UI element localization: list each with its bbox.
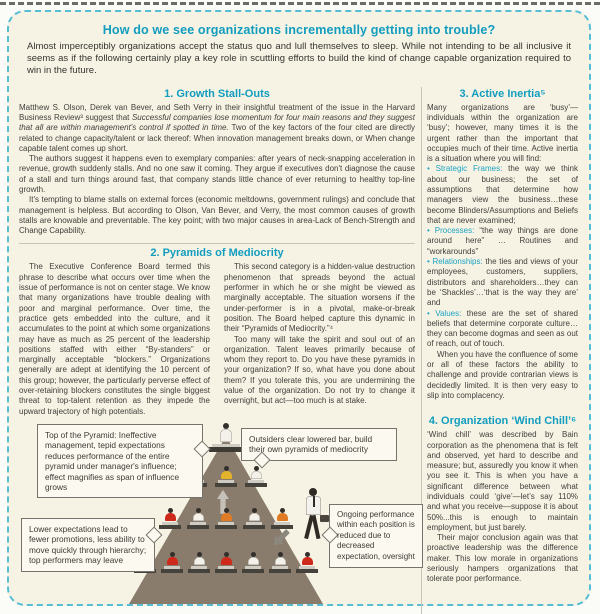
pyramid-figure <box>245 466 267 487</box>
wind-chill-paragraph-2: Their major conclusion again was that proactive leadership was the difference maker. This low morale in organizations seriously hampers organizations that tolerate poor performance. <box>427 533 578 584</box>
growth-paragraph-1 <box>19 103 415 154</box>
bullet-strategic-frames: • Strategic Frames: the way we think about our business; the set of assumptions that determine how managers view the business…these become Blinders/Assumptions and Beliefs that are never examined; <box>427 164 578 225</box>
active-inertia-heading: 3. Active Inertia⁵ <box>459 87 546 100</box>
callout-outsiders <box>241 428 397 461</box>
document-card <box>7 10 591 606</box>
page-subtitle: Almost imperceptibly organizations accept the status quo and lull themselves to sleep. While not intending to be all inclusive it seems as if the following certainly play a key role in scuttling efforts to build the kind of change capable organization required to win in the future. <box>27 41 571 77</box>
bullet-values: • Values: these are the set of shared beliefs that determine corporate culture…they can become dogmas and seen as out of reach, out of touch. <box>427 308 578 349</box>
growth-heading: 1. Growth Stall-Outs <box>164 87 270 100</box>
growth-p1-quote: Successful companies lose momentum for four main reasons and they suggest that all are within management's control if spotted in time. <box>19 112 415 133</box>
bullet-relationships: • Relationships: the ties and views of your employees, customers, suppliers, distributors and shareholders…they can be ‘Shackles’…‘that is the way they are’ and <box>427 257 578 308</box>
pyramid-figure <box>242 552 264 573</box>
pyramid-figure <box>215 466 237 487</box>
callout-text: Top of the Pyramid: Ineffective management, tepid expectations reduces performance of the entire pyramid under manager's influence; effect magnifies as span of influence grows <box>45 429 180 492</box>
pyramid-figure <box>271 508 293 529</box>
outsider-body <box>306 496 321 515</box>
right-column <box>427 85 579 614</box>
pyramid-figure <box>159 508 181 529</box>
pyramids-col2-paragraph-1: This second category is a hidden-value destruction phenomenon that spreads beyond the actual performer in which he or she might be viewed as marginally acceptable. The situation worsens if the under-performer is in a pivotal, make-or-break position. The Board helped capture this dynamic in their “Pyramids of Mediocrity.”⁴ <box>224 262 415 334</box>
pyramids-two-columns <box>19 262 415 416</box>
pyramids-col2-paragraph-2: Too many will take the spirit and soul out of an organization. Talent leaves primarily because of whom they report to. Do you have these pyramids in your organization? If so, what have you done about them? If you tolerate this, you are undermining the value of the organization. Do not try to change it overnight, but act—too much is at stake. <box>224 334 415 406</box>
callout-top-of-pyramid <box>37 424 203 498</box>
main-column <box>19 85 415 614</box>
pyramid-figure <box>161 552 183 573</box>
active-inertia-closing: When you have the confluence of some or all of these factors the ability to challenge and provide contrarian views is decidedly limited. It is then very easy to slip into complacency. <box>427 349 578 400</box>
pyramid-figure <box>188 552 210 573</box>
figure-torso <box>220 429 232 442</box>
pyramid-figure <box>296 552 318 573</box>
pyramid-figure <box>269 552 291 573</box>
section-growth-stall-outs <box>19 88 415 237</box>
growth-p1-rest: Two of the key factors of the four cited are directly related to change capacity/talent or lack thereof: When innovation management breaks down, or When change capable talent comes up short. <box>19 123 415 153</box>
apex-platform-base <box>209 447 243 452</box>
section-active-inertia <box>427 88 578 402</box>
growth-paragraph-2: The authors suggest it happens even to exemplary companies: after years of neck-snapping acceleration in revenue, growth suddenly stalls. And no one saw it coming. They argue if executives don't diagnose the cause of a stall and turn things around fast, that company stands little chance of ever returning to healthy top-line growth. <box>19 154 415 194</box>
horizontal-divider <box>19 243 415 244</box>
growth-p1-text: Matthew S. Olson, Derek van Bever, and Seth Verry in their insightful treatment of the issue in the Harvard Business Review³ suggest that <box>19 102 415 122</box>
pyramids-heading: 2. Pyramids of Mediocrity <box>150 247 284 260</box>
section-wind-chill <box>427 415 578 584</box>
callout-text: Lower expectations lead to fewer promotions, less ability to move quickly through hierarchy; top performers may leave <box>29 523 147 566</box>
bullet-processes: • Processes: “the way things are done around here” … Routines and “workarounds” <box>427 226 578 256</box>
callout-lower-expectations <box>21 518 155 572</box>
pyramids-column-1 <box>19 262 210 416</box>
pyramid-figure <box>243 508 265 529</box>
pyramid-figure <box>215 552 237 573</box>
callout-text: Ongoing performance within each position is reduced due to decreased expectation, oversight <box>337 509 415 561</box>
callout-ongoing-performance <box>329 504 423 568</box>
apex-manager-figure <box>215 423 237 442</box>
pyramids-col1-paragraph: The Executive Conference Board termed this phrase to describe what occurs over time when the issue of performance is not on center stage. We know that many organizations have trouble dealing with poor and marginal performance. Over time, the practice gets embedded into the culture, and it accumulates to the point at which some organizations may have as much as 25 percent of the leadership positions staffed with either “By-standers” or marginally acceptable “blockers.” Organizations generally are adept at identifying the 10 percent of this group; however, the particularly perverse effect of over-retaining blockers constitutes the single biggest threat to top-talent retention as they impede the upward trajectory of high potentials. <box>19 262 210 416</box>
wind-chill-heading: 4. Organization ‘Wind Chill’⁶ <box>428 415 577 428</box>
pyramid-diagram <box>19 422 415 614</box>
outsider-head <box>309 488 317 496</box>
growth-paragraph-3: It's tempting to blame stalls on external forces (economic meltdowns, government rulings) and conclude that management is helpless. But according to Olson, Van Bever, and Verry, the most common causes of growth stalls are knowable and preventable. The key point; with two major causes in area-Lack of Bench-Strength and Change Capability. <box>19 195 415 236</box>
page-title: How do we see organizations incrementally getting into trouble? <box>102 23 496 37</box>
page-edge-dashes <box>0 2 600 5</box>
pyramid-figure <box>187 508 209 529</box>
pyramid-figure <box>215 508 237 529</box>
callout-text: Outsiders clear lowered bar, build their own pyramids of mediocrity <box>249 433 373 455</box>
wind-chill-paragraph-1: ‘Wind chill’ was described by Bain corporation as the phenomena that is felt and observed, yet hard to describe and measure; but, assuredly you know it when you see it. This is when you have a significant difference between what individuals could ‘give’—let’s say 110% and what you receive—suppose it is about 50%...this is enough to maintain employment, but just barely. <box>427 430 578 532</box>
section-pyramids-of-mediocrity <box>19 247 415 416</box>
active-inertia-intro: Many organizations are ‘busy’—individuals within the organization are ‘busy’; however, many times it is the urgent rather than the important that occupies much of their time. Active inertia is a situation where you will find: <box>427 102 578 164</box>
content-columns <box>19 85 579 614</box>
outsider-tie <box>313 496 315 507</box>
pyramids-column-2 <box>224 262 415 416</box>
briefcase-icon <box>320 515 329 522</box>
